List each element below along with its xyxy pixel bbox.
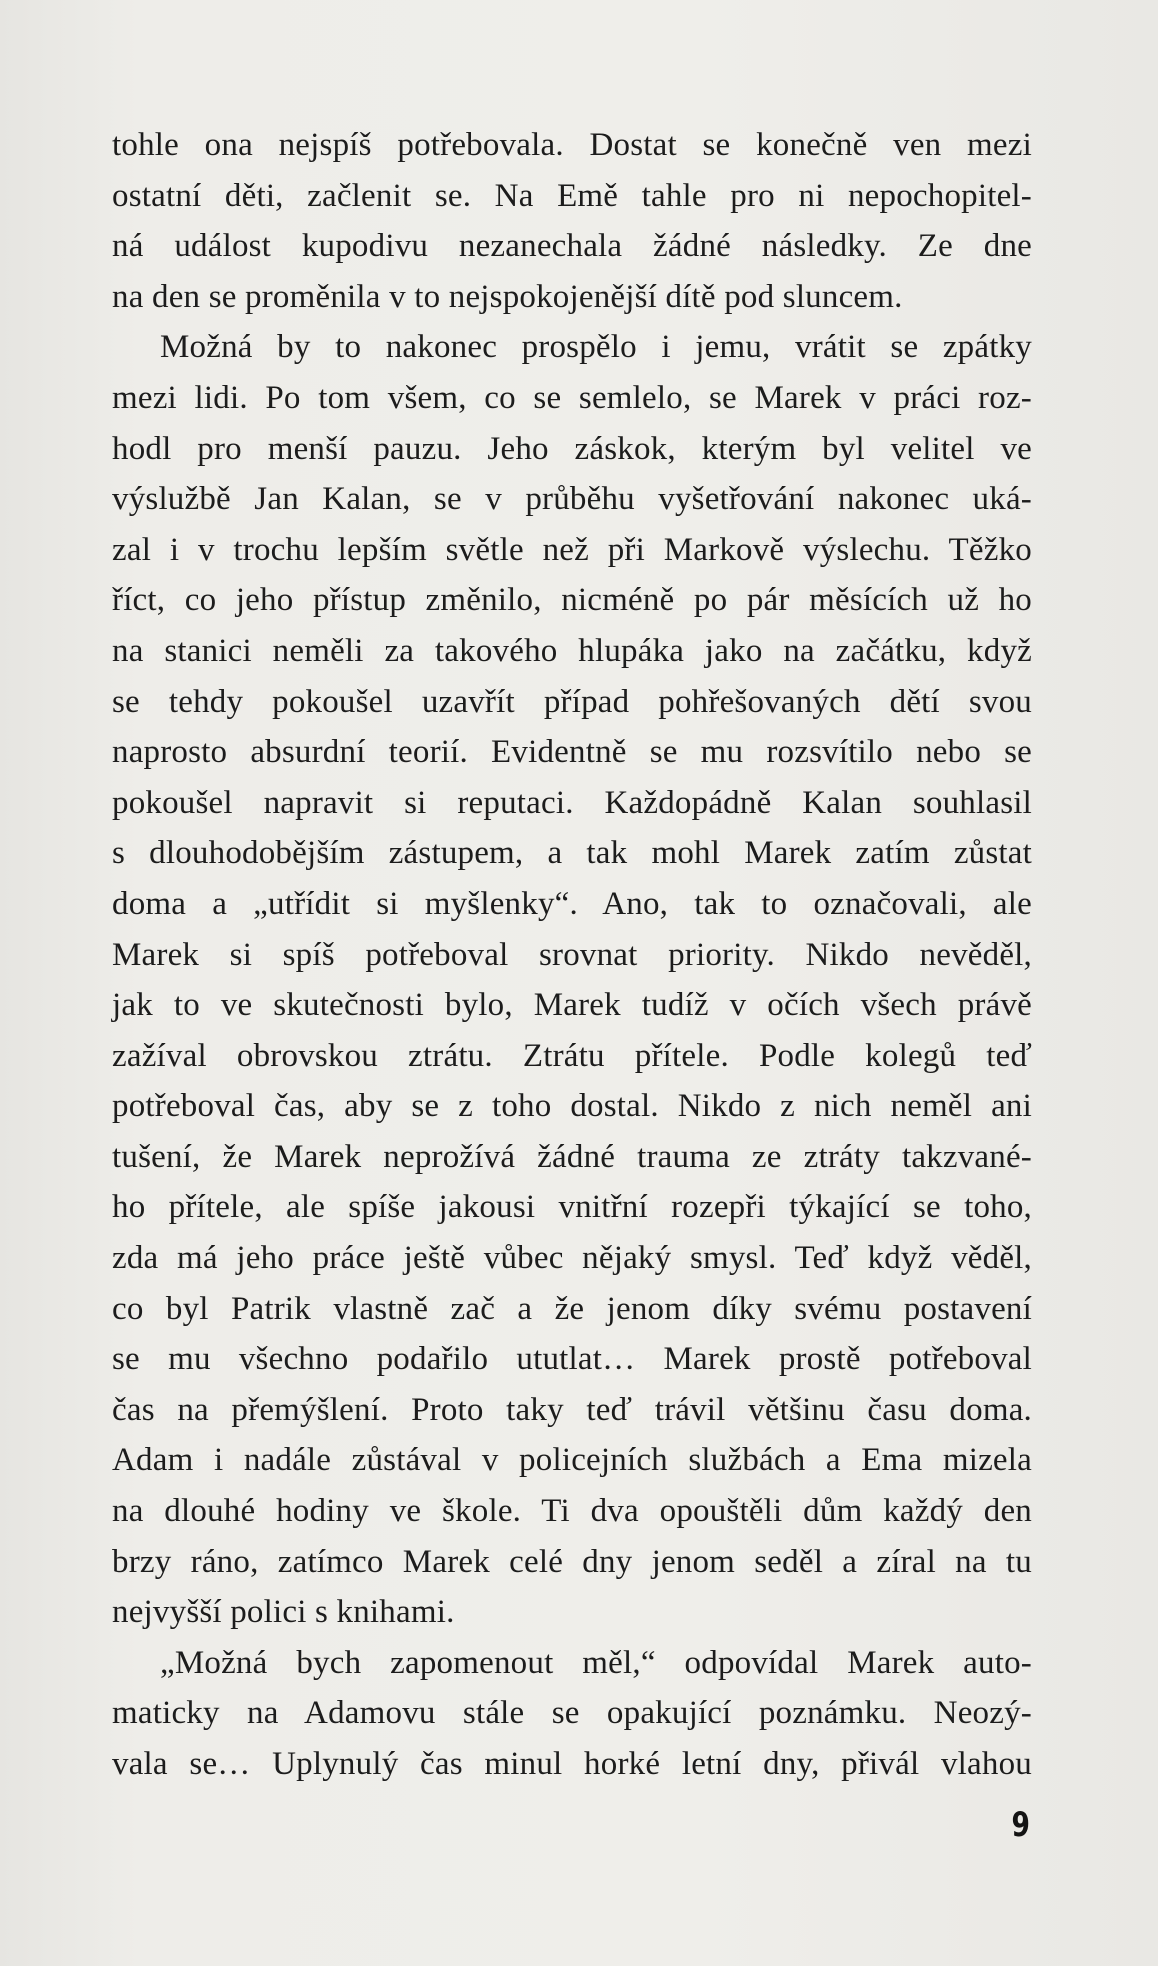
text-line: na den se proměnila v to nejspokojenější dítě pod sluncem. bbox=[112, 278, 903, 315]
text-line: Možná by to nakonec prospělo i jemu, vrátit se zpátky bbox=[160, 329, 1032, 366]
text-line: na dlouhé hodiny ve škole. Ti dva opouštěli dům každý den bbox=[112, 1493, 1032, 1530]
text-line: maticky na Adamovu stále se opakující poznámku. Neozý- bbox=[112, 1695, 1032, 1732]
text-line: potřeboval čas, aby se z toho dostal. Nikdo z nich neměl ani bbox=[112, 1088, 1032, 1125]
text-line: „Možná bych zapomenout měl,“ odpovídal Marek auto- bbox=[160, 1644, 1032, 1681]
text-line: výslužbě Jan Kalan, se v průběhu vyšetřování nakonec uká- bbox=[112, 481, 1032, 518]
text-line: tohle ona nejspíš potřebovala. Dostat se konečně ven mezi bbox=[112, 127, 1032, 163]
text-line: zal i v trochu lepším světle než při Markově výslechu. Těžko bbox=[112, 531, 1032, 568]
text-line: ná událost kupodivu nezanechala žádné následky. Ze dne bbox=[112, 228, 1032, 265]
text-line: Adam i nadále zůstával v policejních službách a Ema mizela bbox=[112, 1442, 1032, 1479]
text-line: se mu všechno podařilo ututlat… Marek prostě potřeboval bbox=[112, 1341, 1032, 1378]
text-line: Marek si spíš potřeboval srovnat priority. Nikdo nevěděl, bbox=[112, 936, 1032, 973]
text-line: jak to ve skutečnosti bylo, Marek tudíž v očích všech právě bbox=[112, 987, 1032, 1024]
text-line: zažíval obrovskou ztrátu. Ztrátu přítele. Podle kolegů teď bbox=[112, 1037, 1032, 1074]
text-line: co byl Patrik vlastně zač a že jenom díky svému postavení bbox=[112, 1290, 1032, 1327]
text-line: naprosto absurdní teorií. Evidentně se mu rozsvítilo nebo se bbox=[112, 734, 1032, 771]
text-line: nejvyšší polici s knihami. bbox=[112, 1594, 455, 1631]
text-line: říct, co jeho přístup změnilo, nicméně po pár měsících už ho bbox=[112, 582, 1032, 619]
text-line: ostatní děti, začlenit se. Na Emě tahle pro ni nepochopitel- bbox=[112, 177, 1032, 214]
text-line: pokoušel napravit si reputaci. Každopádně Kalan souhlasil bbox=[112, 784, 1032, 821]
text-line: ho přítele, ale spíše jakousi vnitřní rozepři týkající se toho, bbox=[112, 1189, 1032, 1226]
text-line: čas na přemýšlení. Proto taky teď trávil většinu času doma. bbox=[112, 1391, 1032, 1428]
text-line: tušení, že Marek neprožívá žádné trauma ze ztráty takzvané- bbox=[112, 1138, 1032, 1175]
text-line: doma a „utřídit si myšlenky“. Ano, tak to označovali, ale bbox=[112, 885, 1032, 922]
text-line: hodl pro menší pauzu. Jeho záskok, kterým byl velitel ve bbox=[112, 430, 1032, 467]
text-line: vala se… Uplynulý čas minul horké letní dny, přivál vlahou bbox=[112, 1746, 1032, 1782]
page-number: 9 bbox=[1011, 1805, 1030, 1845]
text-line: na stanici neměli za takového hlupáka jako na začátku, když bbox=[112, 632, 1032, 669]
text-line: mezi lidi. Po tom všem, co se semlelo, se Marek v práci roz- bbox=[112, 379, 1032, 416]
text-line: zda má jeho práce ještě vůbec nějaký smysl. Teď když věděl, bbox=[112, 1240, 1032, 1277]
body-text bbox=[112, 120, 1032, 1790]
text-line: se tehdy pokoušel uzavřít případ pohřešovaných dětí svou bbox=[112, 683, 1032, 720]
text-line: s dlouhodobějším zástupem, a tak mohl Marek zatím zůstat bbox=[112, 835, 1032, 872]
text-line: brzy ráno, zatímco Marek celé dny jenom seděl a zíral na tu bbox=[112, 1543, 1032, 1580]
